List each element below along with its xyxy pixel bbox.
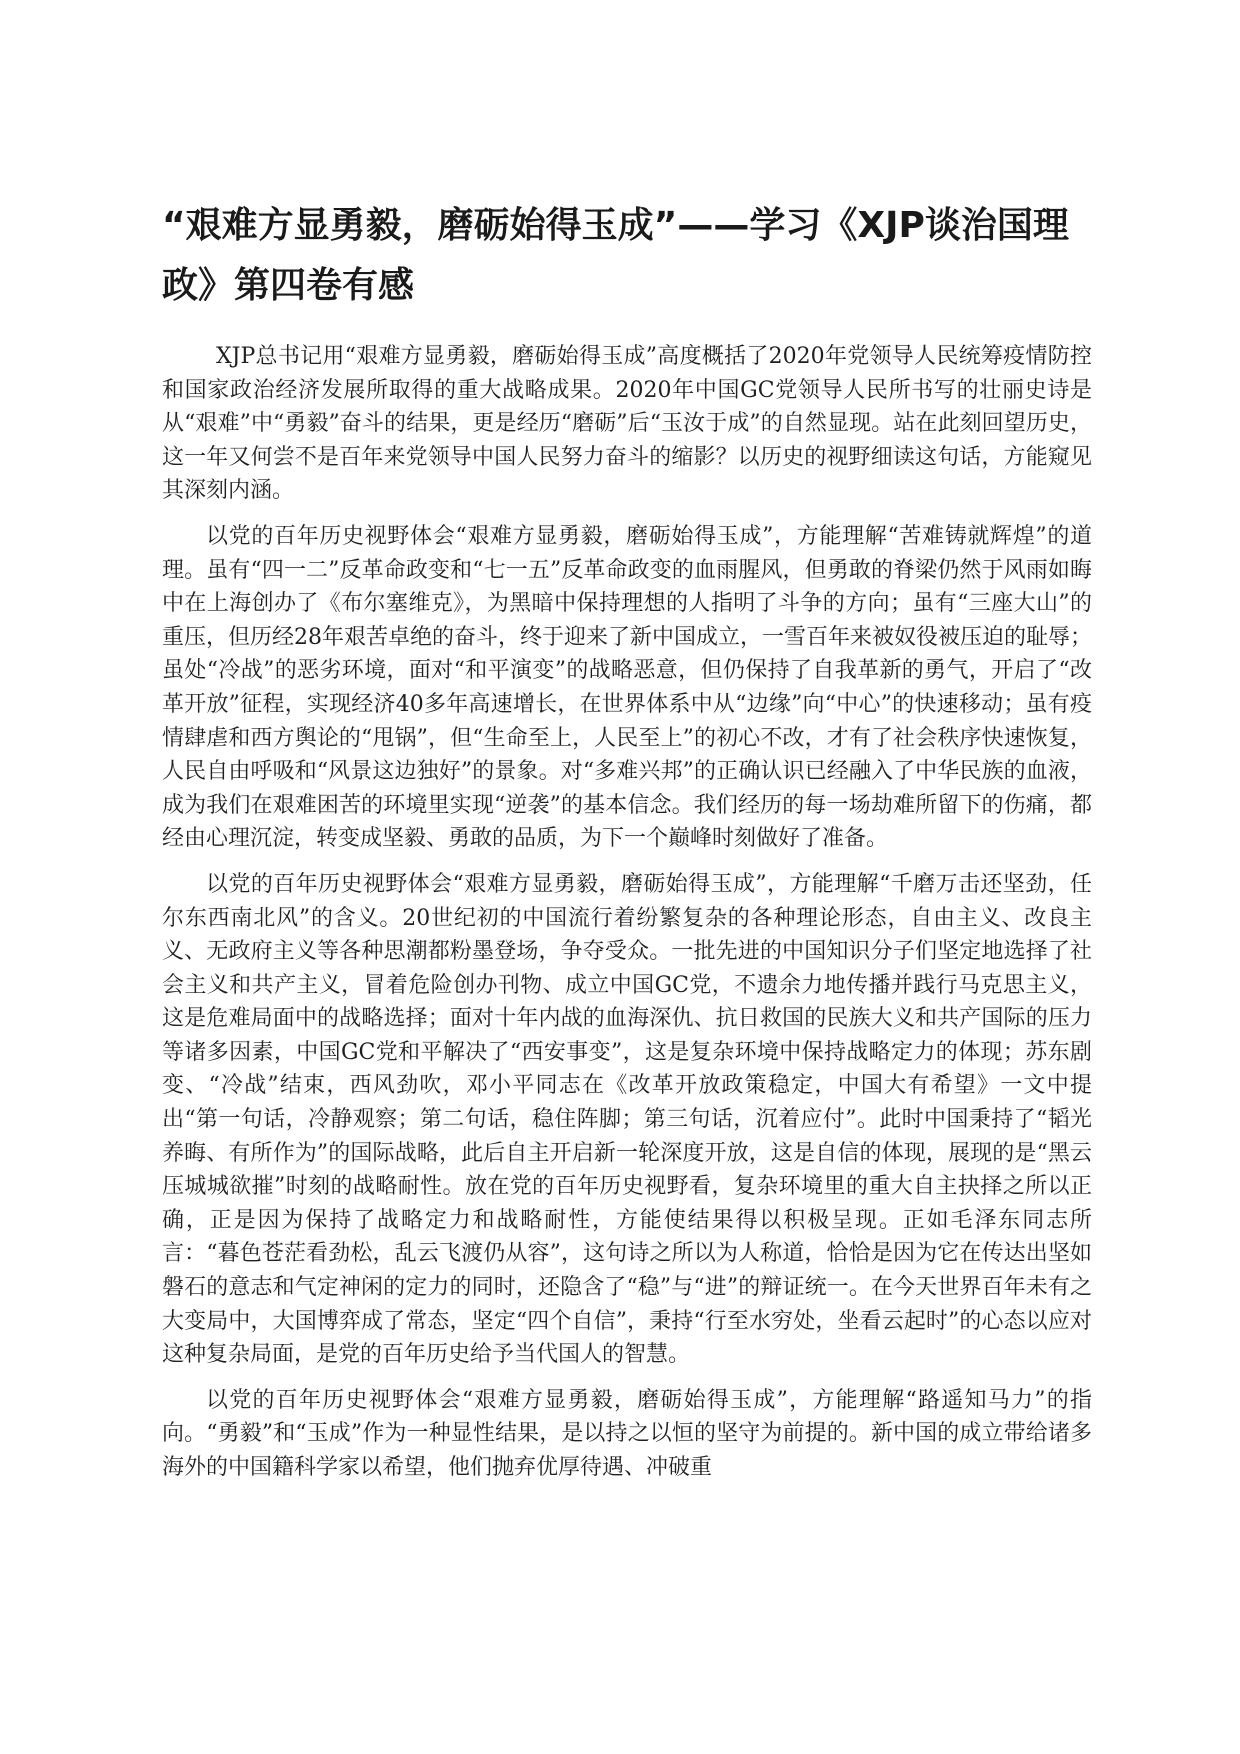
- paragraph-resilience: 以党的百年历史视野体会“艰难方显勇毅，磨砺始得玉成”，方能理解“千磨万击还坚劲，任尔东西南北风”的含义。20世纪初的中国流行着纷繁复杂的各种理论形态，自由主义、改良主义、无政府主义等各种思潮都粉墨登场，争夺受众。一批先进的中国知识分子们坚定地选择了社会主义和共产主义，冒着危险创办刊物、成立中国GC党，不遗余力地传播并践行马克思主义，这是危难局面中的战略选择；面对十年内战的血海深仇、抗日救国的民族大义和共产国际的压力等诸多因素，中国GC党和平解决了“西安事变”，这是复杂环境中保持战略定力的体现；苏东剧变、“冷战”结束，西风劲吹，邓小平同志在《改革开放政策稳定，中国大有希望》一文中提出“第一句话，冷静观察；第二句话，稳住阵脚；第三句话，沉着应付”。此时中国秉持了“韬光养晦、有所作为”的国际战略，此后自主开启新一轮深度开放，这是自信的体现，展现的是“黑云压城城欲摧”时刻的战略耐性。放在党的百年历史视野看，复杂环境里的重大自主抉择之所以正确，正是因为保持了战略定力和战略耐性，方能使结果得以积极呈现。正如毛泽东同志所言：“暮色苍茫看劲松，乱云飞渡仍从容”，这句诗之所以为人称道，恰恰是因为它在传达出坚如磐石的意志和气定神闲的定力的同时，还隐含了“稳”与“进”的辩证统一。在今天世界百年未有之大变局中，大国博弈成了常态，坚定“四个自信”，秉持“行至水穷处，坐看云起时”的心态以应对这种复杂局面，是党的百年历史给予当代国人的智慧。: [162, 871, 1092, 1368]
- paragraph-hardship: 以党的百年历史视野体会“艰难方显勇毅，磨砺始得玉成”，方能理解“苦难铸就辉煌”的道理。虽有“四一二”反革命政变和“七一五”反革命政变的血雨腥风，但勇敢的脊梁仍然于风雨如晦中在上海创办了《布尔塞维克》，为黑暗中保持理想的人指明了斗争的方向；虽有“三座大山”的重压，但历经28年艰苦卓绝的奋斗，终于迎来了新中国成立，一雪百年来被奴役被压迫的耻辱；虽处“冷战”的恶劣环境，面对“和平演变”的战略恶意，但仍保持了自我革新的勇气，开启了“改革开放”征程，实现经济40多年高速增长，在世界体系中从“边缘”向“中心”的快速移动；虽有疫情肆虐和西方舆论的“甩锅”，但“生命至上，人民至上”的初心不改，才有了社会秩序快速恢复，人民自由呼吸和“风景这边独好”的景象。对“多难兴邦”的正确认识已经融入了中华民族的血液，成为我们在艰难困苦的环境里实现“逆袭”的基本信念。我们经历的每一场劫难所留下的伤痛，都经由心理沉淀，转变成坚毅、勇敢的品质，为下一个巅峰时刻做好了准备。: [162, 523, 1092, 852]
- document-title: “艰难方显勇毅，磨砺始得玉成”——学习《XJP谈治国理政》第四卷有感: [162, 205, 1069, 306]
- paragraph-intro: XJP总书记用“艰难方显勇毅，磨砺始得玉成”高度概括了2020年党领导人民统筹疫情防控和国家政治经济发展所取得的重大战略成果。2020年中国GC党领导人民所书写的壮丽史诗是从“艰难”中“勇毅”奋斗的结果，更是经历“磨砺”后“玉汝于成”的自然显现。站在此刻回望历史，这一年又何尝不是百年来党领导中国人民努力奋斗的缩影？以历史的视野细读这句话，方能窥见其深刻内涵。: [162, 344, 1092, 504]
- paragraph-perseverance: 以党的百年历史视野体会“艰难方显勇毅，磨砺始得玉成”，方能理解“路遥知马力”的指向。“勇毅”和“玉成”作为一种显性结果，是以持之以恒的坚守为前提的。新中国的成立带给诸多海外的中国籍科学家以希望，他们抛弃优厚待遇、冲破重: [162, 1387, 1092, 1480]
- document-page: [162, 196, 1092, 1497]
